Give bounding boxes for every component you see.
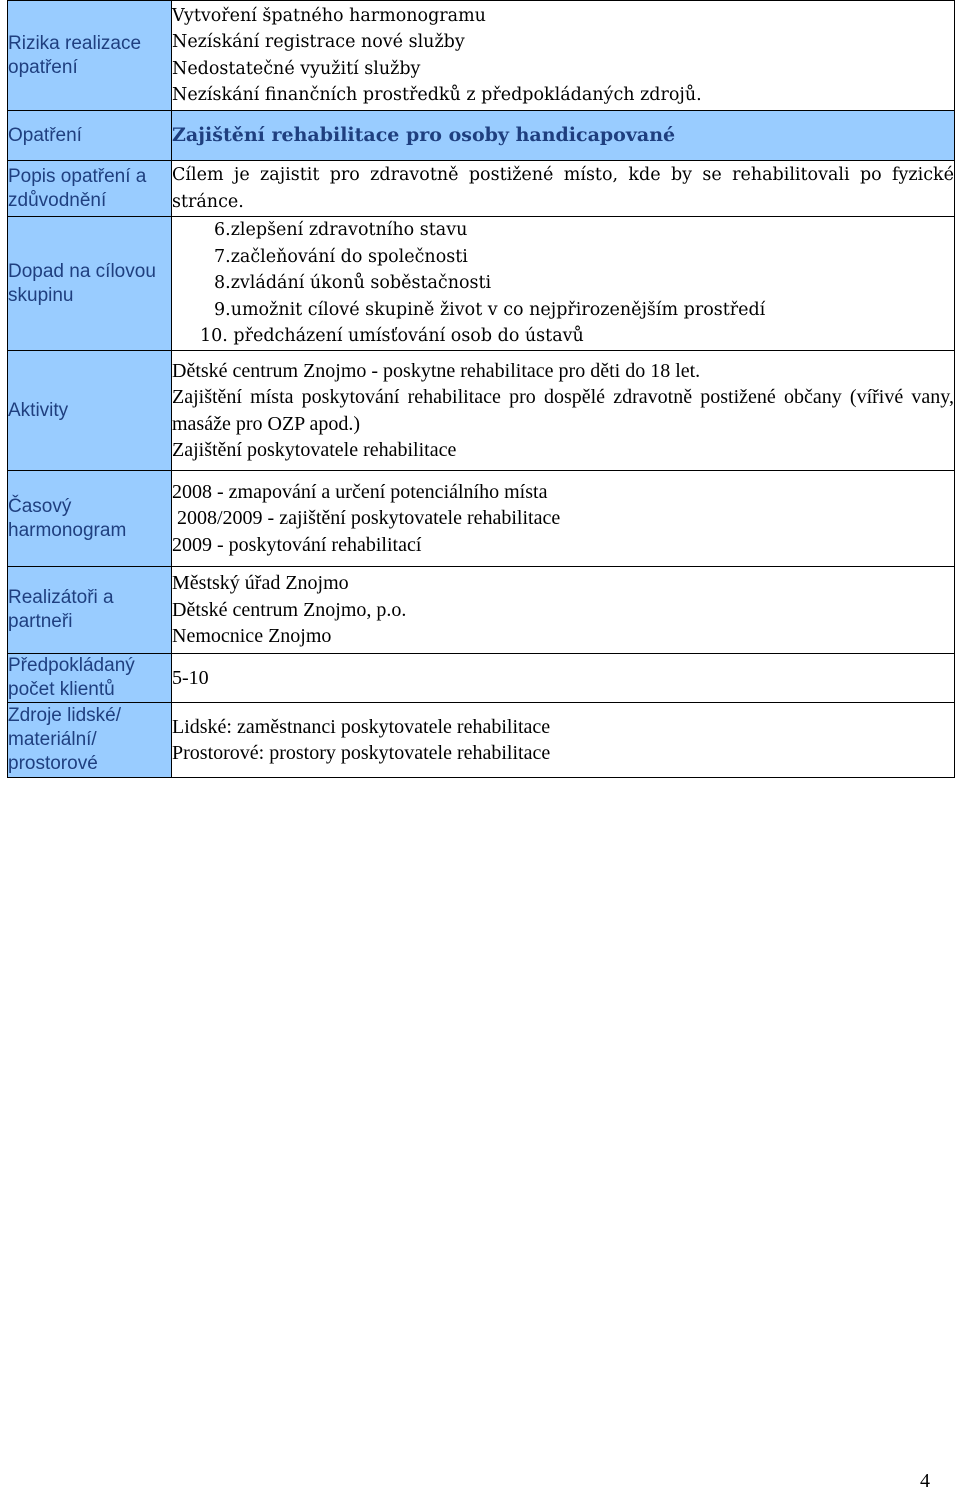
label-klienti: Předpokládaný počet klientů — [8, 654, 172, 703]
label-dopad: Dopad na cílovou skupinu — [8, 217, 172, 351]
list-item: 8.zvládání úkonů soběstačnosti — [214, 273, 492, 294]
risk-line: Nezískání registrace nové služby — [172, 32, 465, 52]
risk-line: Vytvoření špatného harmonogramu — [172, 5, 486, 26]
impact-list — [172, 217, 954, 350]
partner-line: Dětské centrum Znojmo, p.o. — [172, 598, 407, 621]
value-opatreni — [172, 111, 955, 161]
row-rizika — [8, 1, 955, 111]
resource-line: Prostorové: prostory poskytovatele rehabilitace — [172, 742, 551, 764]
measure-title: Zajištění rehabilitace pro osoby handicapované — [172, 124, 676, 147]
label-rizika: Rizika realizace opatření — [8, 1, 172, 111]
page-number: 4 — [920, 1470, 930, 1492]
value-harmonogram — [172, 471, 955, 567]
value-dopad — [172, 217, 955, 351]
activity-line: Zajištění místa poskytování rehabilitace pro dospělé zdravotně postižené občany (vířivé vany, masáže pro OZP apod.) — [172, 386, 954, 435]
label-aktivity: Aktivity — [8, 351, 172, 471]
row-dopad — [8, 217, 955, 351]
activity-line: Zajištění poskytovatele rehabilitace — [172, 439, 457, 461]
row-aktivity — [8, 351, 955, 471]
label-zdroje: Zdroje lidské/ materiální/ prostorové — [8, 703, 172, 778]
row-opatreni — [8, 111, 955, 161]
row-popis — [8, 161, 955, 217]
resource-line: Lidské: zaměstnanci poskytovatele rehabilitace — [172, 715, 551, 738]
list-item: 9.umožnit cílové skupině život v co nejpřirozenějším prostředí — [214, 299, 766, 320]
partner-line: Nemocnice Znojmo — [172, 625, 332, 648]
list-item: 7.začleňování do společnosti — [214, 246, 468, 267]
value-realizatori — [172, 567, 955, 654]
row-harmonogram — [8, 471, 955, 567]
activity-line: Dětské centrum Znojmo - poskytne rehabilitace pro děti do 18 let. — [172, 359, 701, 382]
list-item: 10. předcházení umísťování osob do ústavů — [200, 326, 584, 347]
value-rizika — [172, 1, 955, 111]
risk-line: Nedostatečné využití služby — [172, 58, 421, 79]
risk-line: Nezískání finančních prostředků z předpokládaných zdrojů. — [172, 85, 702, 105]
schedule-line: 2008 - zmapování a určení potenciálního místa — [172, 480, 548, 503]
schedule-line: 2008/2009 - zajištění poskytovatele rehabilitace — [172, 507, 561, 530]
label-popis: Popis opatření a zdůvodnění — [8, 161, 172, 217]
list-item: 6.zlepšení zdravotního stavu — [214, 220, 468, 241]
value-klienti: 5-10 — [172, 654, 955, 703]
row-zdroje — [8, 703, 955, 778]
label-realizatori: Realizátoři a partneři — [8, 567, 172, 654]
value-aktivity — [172, 351, 955, 471]
description-text: Cílem je zajistit pro zdravotně postižené místo, kde by se rehabilitovali po fyzické stránce. — [172, 165, 954, 212]
measure-table — [7, 0, 955, 778]
partner-line: Městský úřad Znojmo — [172, 572, 349, 595]
row-realizatori — [8, 567, 955, 654]
schedule-line: 2009 - poskytování rehabilitací — [172, 533, 422, 556]
label-harmonogram: Časový harmonogram — [8, 471, 172, 567]
value-zdroje — [172, 703, 955, 778]
row-klienti — [8, 654, 955, 703]
value-popis — [172, 161, 955, 217]
label-opatreni: Opatření — [8, 111, 172, 161]
